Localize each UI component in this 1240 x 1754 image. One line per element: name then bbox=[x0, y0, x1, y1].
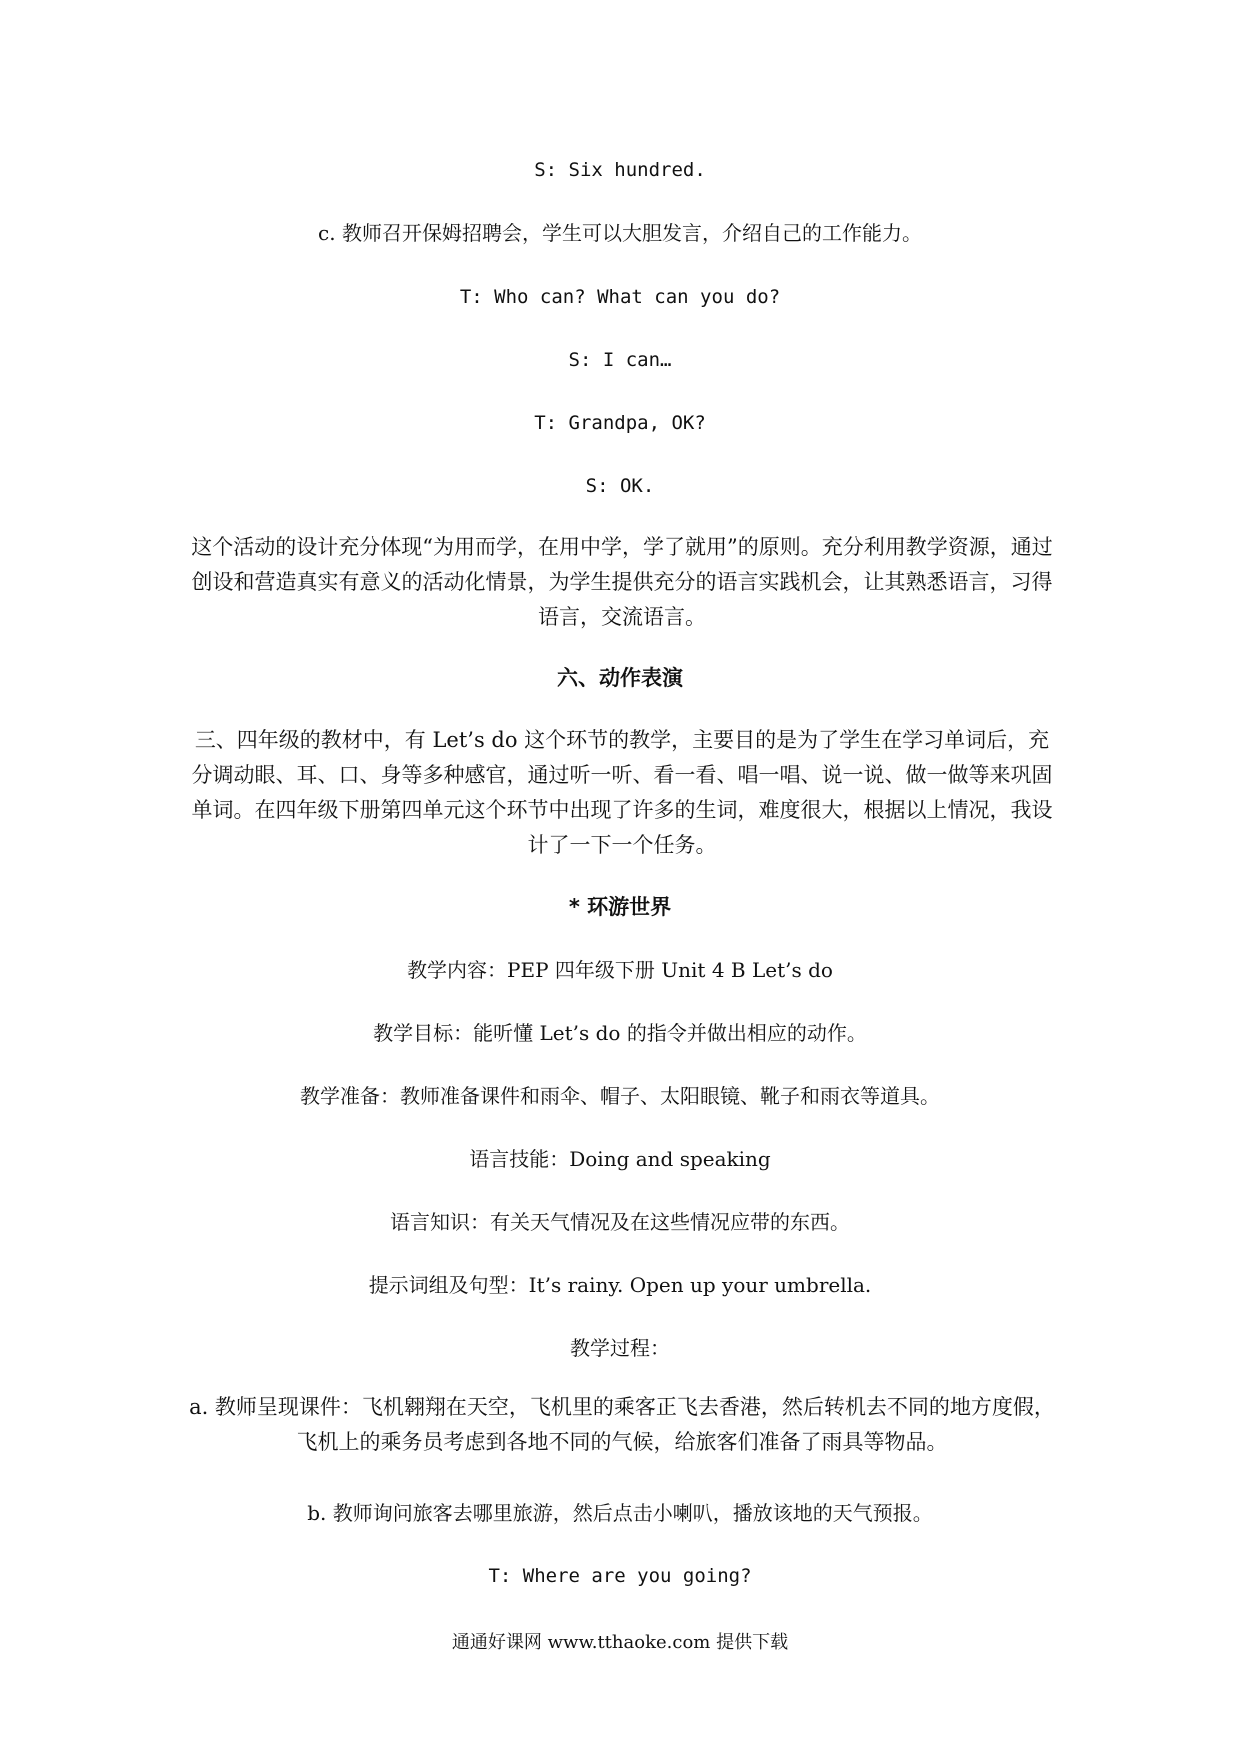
teaching-goal: 教学目标：能听懂 Let’s do 的指令并做出相应的动作。 bbox=[373, 1021, 867, 1045]
dialogue-line: S: OK. bbox=[585, 475, 655, 497]
language-knowledge: 语言知识：有关天气情况及在这些情况应带的东西。 bbox=[390, 1210, 850, 1234]
activity-step-a: a. 教师呈现课件：飞机翱翔在天空，飞机里的乘客正飞去香港，然后转机去不同的地方度假，飞机上的乘务员考虑到各地不同的气候，给旅客们准备了雨具等物品。 bbox=[189, 1395, 1055, 1454]
dialogue-line: T: Where are you going? bbox=[488, 1565, 752, 1587]
dialogue-line: S: I can… bbox=[568, 349, 672, 371]
section-heading: 六、动作表演 bbox=[557, 666, 683, 690]
page-footer: 通通好课网 www.tthaoke.com 提供下载 bbox=[451, 1632, 789, 1653]
task-title: * 环游世界 bbox=[568, 895, 672, 919]
teaching-content: 教学内容：PEP 四年级下册 Unit 4 B Let’s do bbox=[407, 958, 833, 982]
dialogue-line: T: Grandpa, OK? bbox=[534, 412, 706, 434]
dialogue-line: S: Six hundred. bbox=[534, 159, 706, 181]
dialogue-line: T: Who can? What can you do? bbox=[459, 286, 781, 308]
activity-step-b: b. 教师询问旅客去哪里旅游，然后点击小喇叭，播放该地的天气预报。 bbox=[307, 1501, 933, 1525]
activity-summary-paragraph: 这个活动的设计充分体现“为用而学，在用中学，学了就用”的原则。充分利用教学资源，通过创设和营造真实有意义的活动化情景，为学生提供充分的语言实践机会，让其熟悉语言，习得语言，交流语言。 bbox=[191, 535, 1053, 629]
teaching-preparation: 教学准备：教师准备课件和雨伞、帽子、太阳眼镜、靴子和雨衣等道具。 bbox=[300, 1084, 940, 1108]
teaching-process-label: 教学过程： bbox=[570, 1336, 670, 1360]
section-intro-paragraph: 三、四年级的教材中，有 Let’s do 这个环节的教学，主要目的是为了学生在学习单词后，充分调动眼、耳、口、身等多种感官，通过听一听、看一看、唱一唱、说一说、做一做等来巩固单词。在四年级下册第四单元这个环节中出现了许多的生词，难度很大，根据以上情况，我设计了一下一个任务。 bbox=[191, 728, 1053, 857]
language-skill: 语言技能：Doing and speaking bbox=[469, 1147, 771, 1171]
sentence-pattern: 提示词组及句型：It’s rainy. Open up your umbrella. bbox=[368, 1273, 872, 1297]
activity-step-c: c. 教师召开保姆招聘会，学生可以大胆发言，介绍自己的工作能力。 bbox=[318, 221, 922, 245]
